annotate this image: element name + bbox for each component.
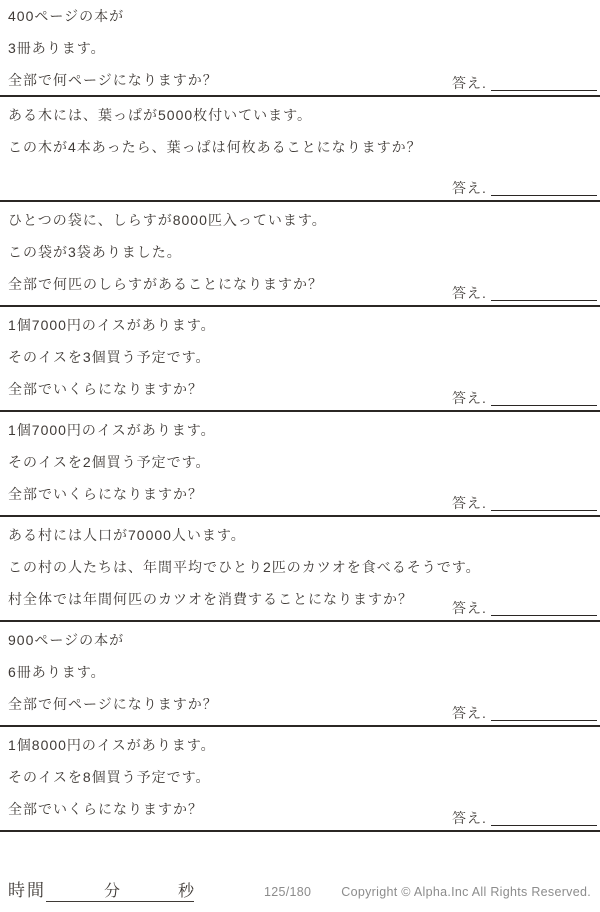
answer-label: 答え. [452,180,487,196]
answer-blank [491,809,597,826]
problem-1-line-1: 400ページの本が [8,8,125,24]
problem-6-answer-area [452,599,597,616]
answer-blank [491,494,597,511]
problem-4-line-2: そのイスを3個買う予定です。 [8,349,211,365]
problem-2-line-2: この木が4本あったら、葉っぱは何枚あることになりますか？ [8,139,422,155]
problem-7 [0,622,600,727]
problem-2-answer-area [452,179,597,196]
answer-label: 答え. [452,810,487,826]
problem-4-answer-area [452,389,597,406]
problem-4-line-1: 1個7000円のイスがあります。 [8,317,216,333]
page-footer [0,876,600,902]
footer-meta [264,885,591,899]
time-blank-line [46,878,194,902]
answer-label: 答え. [452,705,487,721]
answer-blank [491,179,597,196]
seconds-label: 秒 [177,883,194,900]
problem-6-line-1: ある村には人口が70000人います。 [8,527,246,543]
problem-6-line-2: この村の人たちは、年間平均でひとり2匹のカツオを食べるそうです。 [8,559,481,575]
problem-7-answer-area [452,704,597,721]
problem-2-line-1: ある木には、葉っぱが5000枚付いています。 [8,107,313,123]
page-number: 125/180 [264,885,312,899]
problem-6-question: 村全体では年間何匹のカツオを消費することになりますか？ [8,591,413,607]
problem-1-answer-area [452,74,597,91]
problem-3-question: 全部で何匹のしらすがあることになりますか？ [8,276,323,292]
problem-1-line-2: 3冊あります。 [8,40,106,56]
problem-5-line-1: 1個7000円のイスがあります。 [8,422,216,438]
problem-3-line-1: ひとつの袋に、しらすが8000匹入っています。 [8,212,327,228]
problem-5-question: 全部でいくらになりますか？ [8,486,203,502]
problem-7-line-1: 900ページの本が [8,632,125,648]
answer-label: 答え. [452,75,487,91]
minutes-label: 分 [103,883,120,900]
answer-label: 答え. [452,285,487,301]
problem-4 [0,307,600,412]
problem-8-answer-area [452,809,597,826]
problem-8-line-2: そのイスを8個買う予定です。 [8,769,211,785]
problem-8 [0,727,600,832]
answer-blank [491,704,597,721]
problem-7-question: 全部で何ページになりますか？ [8,696,218,712]
problem-3-line-2: この袋が3袋ありました。 [8,244,182,260]
problem-1 [0,0,600,97]
copyright-text: Copyright © Alpha.Inc All Rights Reserved. [341,885,591,899]
problem-1-question: 全部で何ページになりますか？ [8,72,218,88]
problem-6 [0,517,600,622]
answer-label: 答え. [452,390,487,406]
problem-7-line-2: 6冊あります。 [8,664,106,680]
problem-5-answer-area [452,494,597,511]
time-label: 時間 [8,881,46,900]
answer-blank [491,389,597,406]
answer-blank [491,284,597,301]
answer-label: 答え. [452,495,487,511]
answer-blank [491,74,597,91]
problem-5 [0,412,600,517]
problem-8-question: 全部でいくらになりますか？ [8,801,203,817]
problem-5-line-2: そのイスを2個買う予定です。 [8,454,211,470]
answer-label: 答え. [452,600,487,616]
problem-3-answer-area [452,284,597,301]
problem-2 [0,97,600,202]
answer-blank [491,599,597,616]
problem-4-question: 全部でいくらになりますか？ [8,381,203,397]
problem-8-line-1: 1個8000円のイスがあります。 [8,737,216,753]
problem-3 [0,202,600,307]
